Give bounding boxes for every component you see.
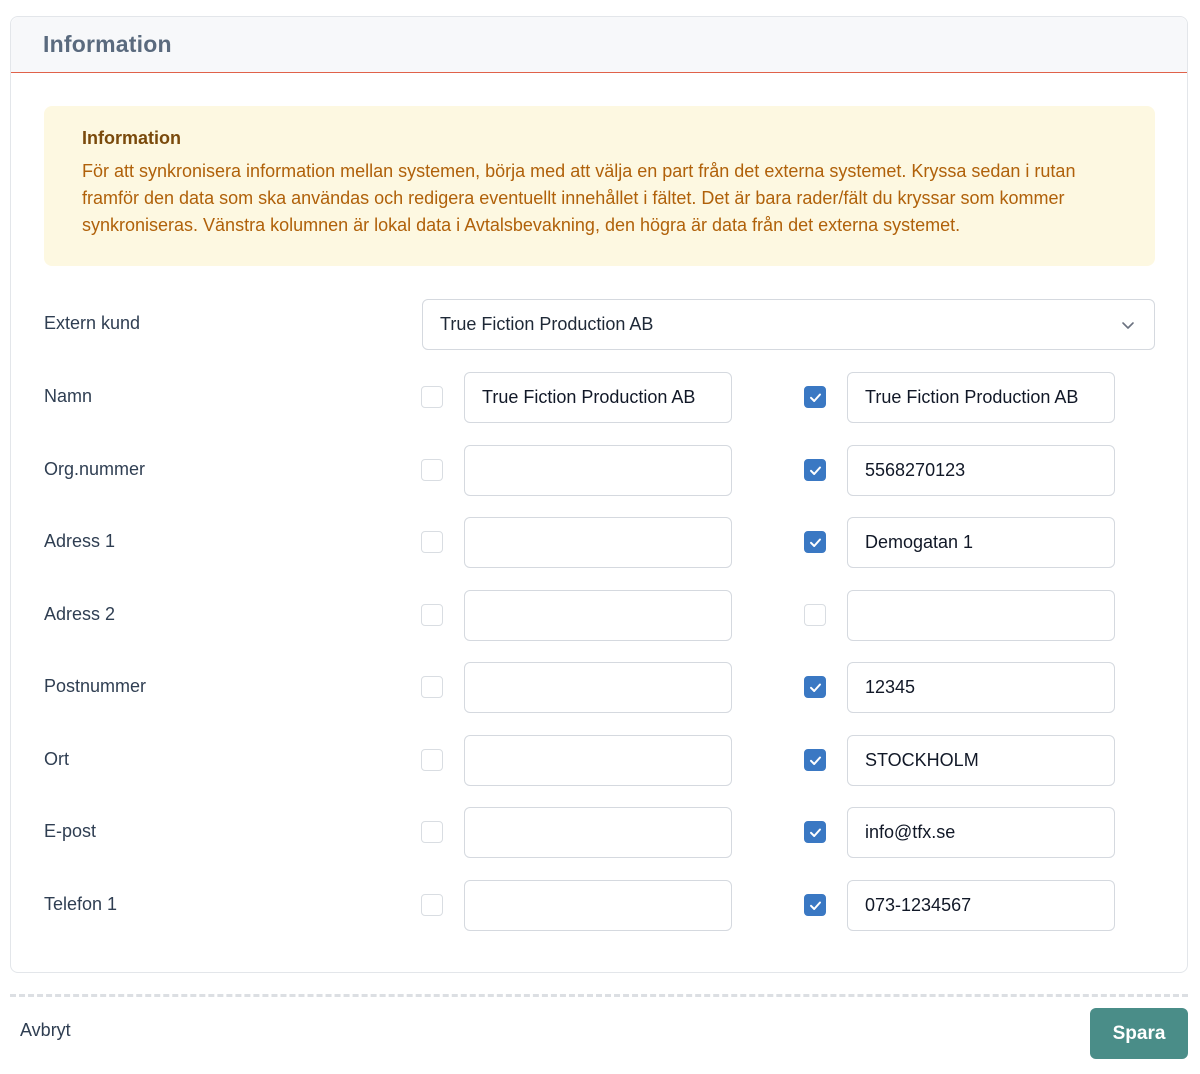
chevron-down-icon [1120,317,1136,333]
alert-title: Information [82,128,181,148]
external-field-input[interactable]: 073-1234567 [847,880,1115,931]
field-label: Adress 2 [44,603,116,624]
external-field-input[interactable]: Demogatan 1 [847,517,1115,568]
local-checkbox[interactable] [421,821,443,843]
external-field-input[interactable]: info@tfx.se [847,807,1115,858]
external-field-input[interactable]: 5568270123 [847,445,1115,496]
field-label: Adress 1 [44,531,116,551]
field-label: Telefon 1 [44,893,118,914]
field-label: Namn [44,386,93,406]
information-card [10,16,1188,973]
local-checkbox[interactable] [421,386,443,408]
checkmark-icon [808,753,823,768]
external-field-input[interactable]: 12345 [847,662,1115,713]
field-row-namn [44,372,1155,423]
field-row-ort [44,735,1155,786]
footer-divider [10,994,1188,997]
extern-kund-select[interactable] [422,299,1155,350]
local-checkbox[interactable] [421,604,443,626]
local-field-input[interactable]: True Fiction Production AB [464,372,732,423]
external-checkbox[interactable] [804,604,826,626]
checkmark-icon [808,898,823,913]
cancel-button[interactable]: Avbryt [20,1020,71,1040]
local-field-input[interactable] [464,735,732,786]
checkmark-icon [808,463,823,478]
field-row-e-post [44,807,1155,858]
external-checkbox[interactable] [804,894,826,916]
local-checkbox[interactable] [421,749,443,771]
alert-text: För att synkronisera information mellan systemen, börja med att välja en part från det externa systemet. Kryssa sedan i rutan framför den data som ska användas och redigera eventuellt innehållet i fältet. Det är bara rader/fält du kryssar som kommer synkroniseras. Vänstra kolumnen är lokal data i Avtalsbevakning, den högra är data från det externa systemet. [82,161,1076,235]
field-label: E-post [44,821,97,841]
info-alert [44,106,1155,266]
field-row-telefon-1 [44,880,1155,931]
external-field-input[interactable] [847,590,1115,641]
external-checkbox[interactable] [804,676,826,698]
external-checkbox[interactable] [804,821,826,843]
checkmark-icon [808,825,823,840]
extern-kund-selected-value: True Fiction Production AB [440,314,654,334]
external-checkbox[interactable] [804,749,826,771]
local-field-input[interactable] [464,807,732,858]
local-checkbox[interactable] [421,459,443,481]
card-header [11,17,1187,73]
external-checkbox[interactable] [804,531,826,553]
field-label: Org.nummer [44,458,146,479]
checkmark-icon [808,680,823,695]
local-field-input[interactable] [464,445,732,496]
card-title: Information [43,31,172,57]
local-checkbox[interactable] [421,531,443,553]
save-button[interactable]: Spara [1090,1008,1188,1059]
local-field-input[interactable] [464,590,732,641]
field-row-org-nummer [44,445,1155,496]
local-checkbox[interactable] [421,676,443,698]
checkmark-icon [808,535,823,550]
external-field-input[interactable]: True Fiction Production AB [847,372,1115,423]
field-row-adress-2 [44,590,1155,641]
local-field-input[interactable] [464,517,732,568]
external-checkbox[interactable] [804,459,826,481]
external-checkbox[interactable] [804,386,826,408]
extern-kund-row [44,299,1155,350]
checkmark-icon [808,390,823,405]
local-field-input[interactable] [464,662,732,713]
local-checkbox[interactable] [421,894,443,916]
external-field-input[interactable]: STOCKHOLM [847,735,1115,786]
field-row-adress-1 [44,517,1155,568]
local-field-input[interactable] [464,880,732,931]
field-label: Ort [44,748,69,769]
extern-kund-label: Extern kund [44,313,141,333]
field-label: Postnummer [44,676,147,696]
field-row-postnummer [44,662,1155,713]
